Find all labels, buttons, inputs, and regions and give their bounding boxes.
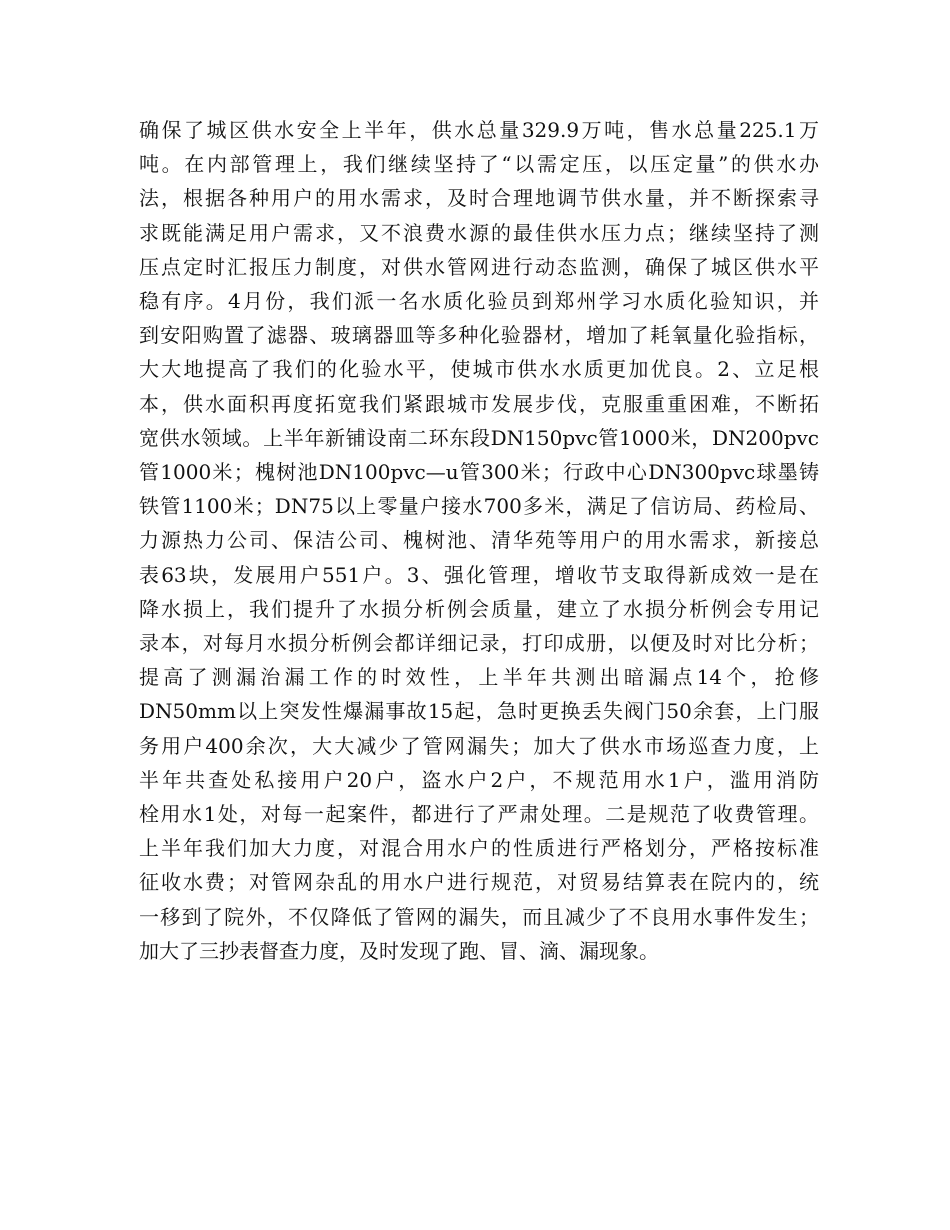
text-line-11: 管1000米；槐树池DN100pvc—u管300米；行政中心DN300pvc球墨铸 (139, 460, 819, 485)
text-line-5: 压点定时汇报压力制度，对供水管网进行动态监测，确保了城区供水平 (139, 254, 819, 279)
text-line-9: 本，供水面积再度拓宽我们紧跟城市发展步伐，克服重重困难，不断拓 (139, 391, 819, 416)
text-line-24: 一移到了院外，不仅降低了管网的漏失，而且减少了不良用水事件发生； (139, 904, 819, 929)
text-line-15: 降水损上，我们提升了水损分析例会质量，建立了水损分析例会专用记 (139, 596, 819, 621)
text-line-10: 宽供水领域。上半年新铺设南二环东段DN150pvc管1000米，DN200pvc (139, 425, 819, 450)
text-line-2: 吨。在内部管理上，我们继续坚持了“以需定压，以压定量”的供水办 (139, 152, 819, 177)
text-line-4: 求既能满足用户需求，又不浪费水源的最佳供水压力点；继续坚持了测 (139, 220, 819, 245)
text-line-17: 提高了测漏治漏工作的时效性，上半年共测出暗漏点14个，抢修 (139, 665, 819, 690)
text-line-22: 上半年我们加大力度，对混合用水户的性质进行严格划分，严格按标准 (139, 836, 819, 861)
text-line-12: 铁管1100米；DN75以上零量户接水700多米，满足了信访局、药检局、 (139, 494, 819, 519)
text-line-8: 大大地提高了我们的化验水平，使城市供水水质更加优良。2、立足根 (139, 357, 819, 382)
text-line-7: 到安阳购置了滤器、玻璃器皿等多种化验器材，增加了耗氧量化验指标， (139, 323, 819, 348)
text-line-13: 力源热力公司、保洁公司、槐树池、清华苑等用户的用水需求，新接总 (139, 528, 819, 553)
text-line-14: 表63块，发展用户551户。3、强化管理，增收节支取得新成效一是在 (139, 562, 819, 587)
text-line-1: 确保了城区供水安全上半年，供水总量329.9万吨，售水总量225.1万 (139, 118, 819, 142)
text-line-21: 栓用水1处，对每一起案件，都进行了严肃处理。二是规范了收费管理。 (139, 802, 819, 827)
text-line-19: 务用户400余次，大大减少了管网漏失；加大了供水市场巡查力度，上 (139, 733, 819, 758)
body-paragraph (139, 113, 819, 968)
text-line-18: DN50mm以上突发性爆漏事故15起，急时更换丢失阀门50余套，上门服 (139, 699, 819, 724)
text-line-3: 法，根据各种用户的用水需求，及时合理地调节供水量，并不断探索寻 (139, 186, 819, 211)
text-line-25: 加大了三抄表督查力度，及时发现了跑、冒、滴、漏现象。 (139, 938, 659, 963)
text-line-16: 录本，对每月水损分析例会都详细记录，打印成册，以便及时对比分析； (139, 631, 819, 656)
text-line-23: 征收水费；对管网杂乱的用水户进行规范，对贸易结算表在院内的，统 (139, 870, 819, 895)
text-line-20: 半年共查处私接用户20户，盗水户2户，不规范用水1户，滥用消防 (139, 767, 819, 792)
text-line-6: 稳有序。4月份，我们派一名水质化验员到郑州学习水质化验知识，并 (139, 289, 819, 314)
